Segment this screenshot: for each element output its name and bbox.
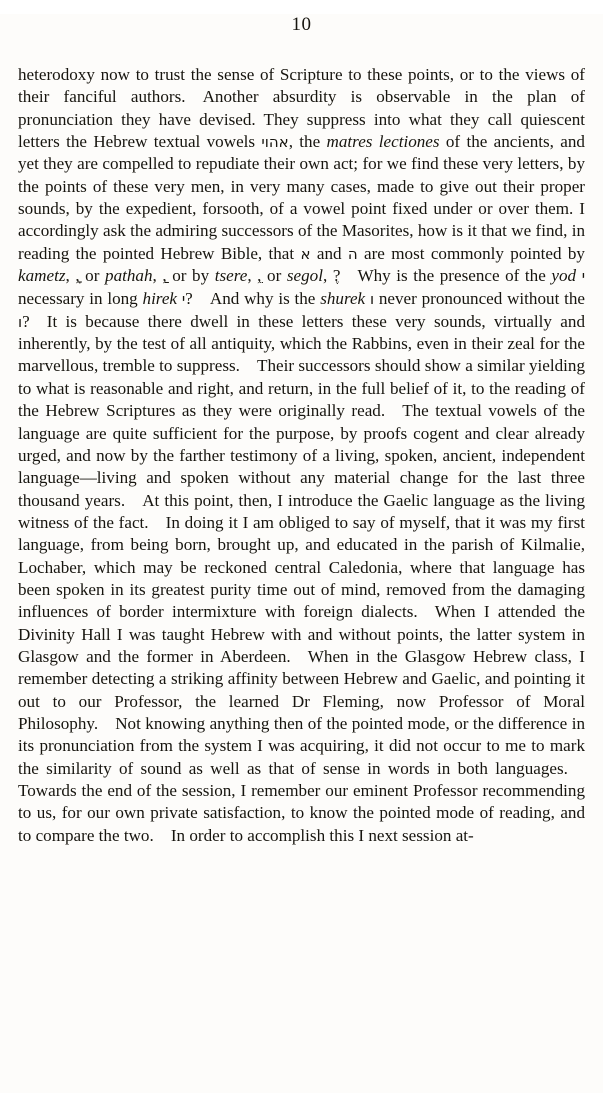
italic-term: yod [551,266,577,286]
italic-term: hirek [142,289,178,309]
hebrew-letters: ה [347,244,358,263]
document-page [0,14,603,1093]
text-run: , [322,266,333,286]
body-paragraph [18,64,585,847]
text-run: and [310,243,348,263]
text-run: ? Why is the presence of the [332,266,552,286]
hebrew-letters: י [581,267,586,286]
italic-term: shurek [320,289,366,309]
text-run: , the [288,132,327,152]
text-run: , or [75,266,106,286]
text-run: , or [257,266,287,286]
text-run: necessary in long [18,289,143,309]
text-run: ? It is because there dwell in these letters these very sounds, virtually and inherently, by the test of all antiquity, which the Rabbins, even in their zeal for the marvellous, tremble to suppress. Their successors should show a similar yielding to what is reasonable and right, and return, in the full belief of it, to the reading of the Hebrew Scriptures as they were originally read. The textual vowels of the language are quite sufficient for the purpose, by proofs cogent and clear already urged, and now by the farther testimony of a living, spoken, ancient, independent language—living and spoken without any material change for the last three thousand years. At this point, then, I introduce the Gaelic language as the living witness of the fact. In doing it I am obliged to say of myself, that it was my first language, from being born, brought up, and educated in the parish of Kilmalie, Lochaber, which may be reckoned central Caledonia, where that language has been spoken in its greatest purity time out of mind, removed from the damaging influences of border intermixture with foreign dialects. When I attended the Divinity Hall I was taught Hebrew with and without points, the latter system in Glasgow and the former in Aberdeen. When in the Glasgow Hebrew class, I remember detecting a striking affinity between Hebrew and Gaelic, and pointing it out to our Professor, the learned Dr Fleming, now Professor of Moral Philosophy. Not knowing anything then of the pointed mode, or the difference in its pronunciation from the system I was acquiring, it did not occur to me to mark the similarity of sound as well as that of sense in words in both languages. Towards the end of the session, I remember our eminent Professor recommending to us, for our own private satisfaction, to know the pointed mode of reading, and to compare the two. In order to accomplish this I next session at- [18,311,585,845]
text-run: , or by [162,266,215,286]
hebrew-letters: י [181,290,186,309]
hebrew-letters: ו [369,290,375,309]
text-run: are most commonly pointed by [357,243,585,263]
italic-term: pathah [105,266,153,286]
hebrew-letters: א [300,244,311,263]
italic-term: tsere [214,266,248,286]
hebrew-letters: אהוי [261,133,289,152]
text-run: ? And why is the [185,289,321,309]
text-run: heterodoxy now to trust the sense of Scripture to these points, or to the views of their fanciful authors. Another absurdity is observable in the plan of pronunciation they have devised. They suppress into what they call quiescent letters the Hebrew textual vowels [18,65,585,152]
text-run: , [65,266,76,286]
body-text [18,64,585,847]
page-number: 10 [291,14,312,35]
text-run: , [247,266,258,286]
italic-term: kametz [18,266,66,286]
text-run: never pronounced without the [374,289,585,309]
text-run: of the ancients, and yet they are compelled to repudiate their own act; for we find these very letters, by the points of these very men, in very many cases, made to give out their proper sounds, by the expedient, forsooth, of a vowel point fixed under or over them. I accordingly ask the admiring successors of the Masorites, how is it that we find, in reading the pointed Hebrew Bible, that [18,132,585,263]
text-run: , [152,266,163,286]
italic-term: matres lectiones [326,132,440,152]
italic-term: segol [286,266,323,286]
hebrew-letters: ו [18,312,23,331]
